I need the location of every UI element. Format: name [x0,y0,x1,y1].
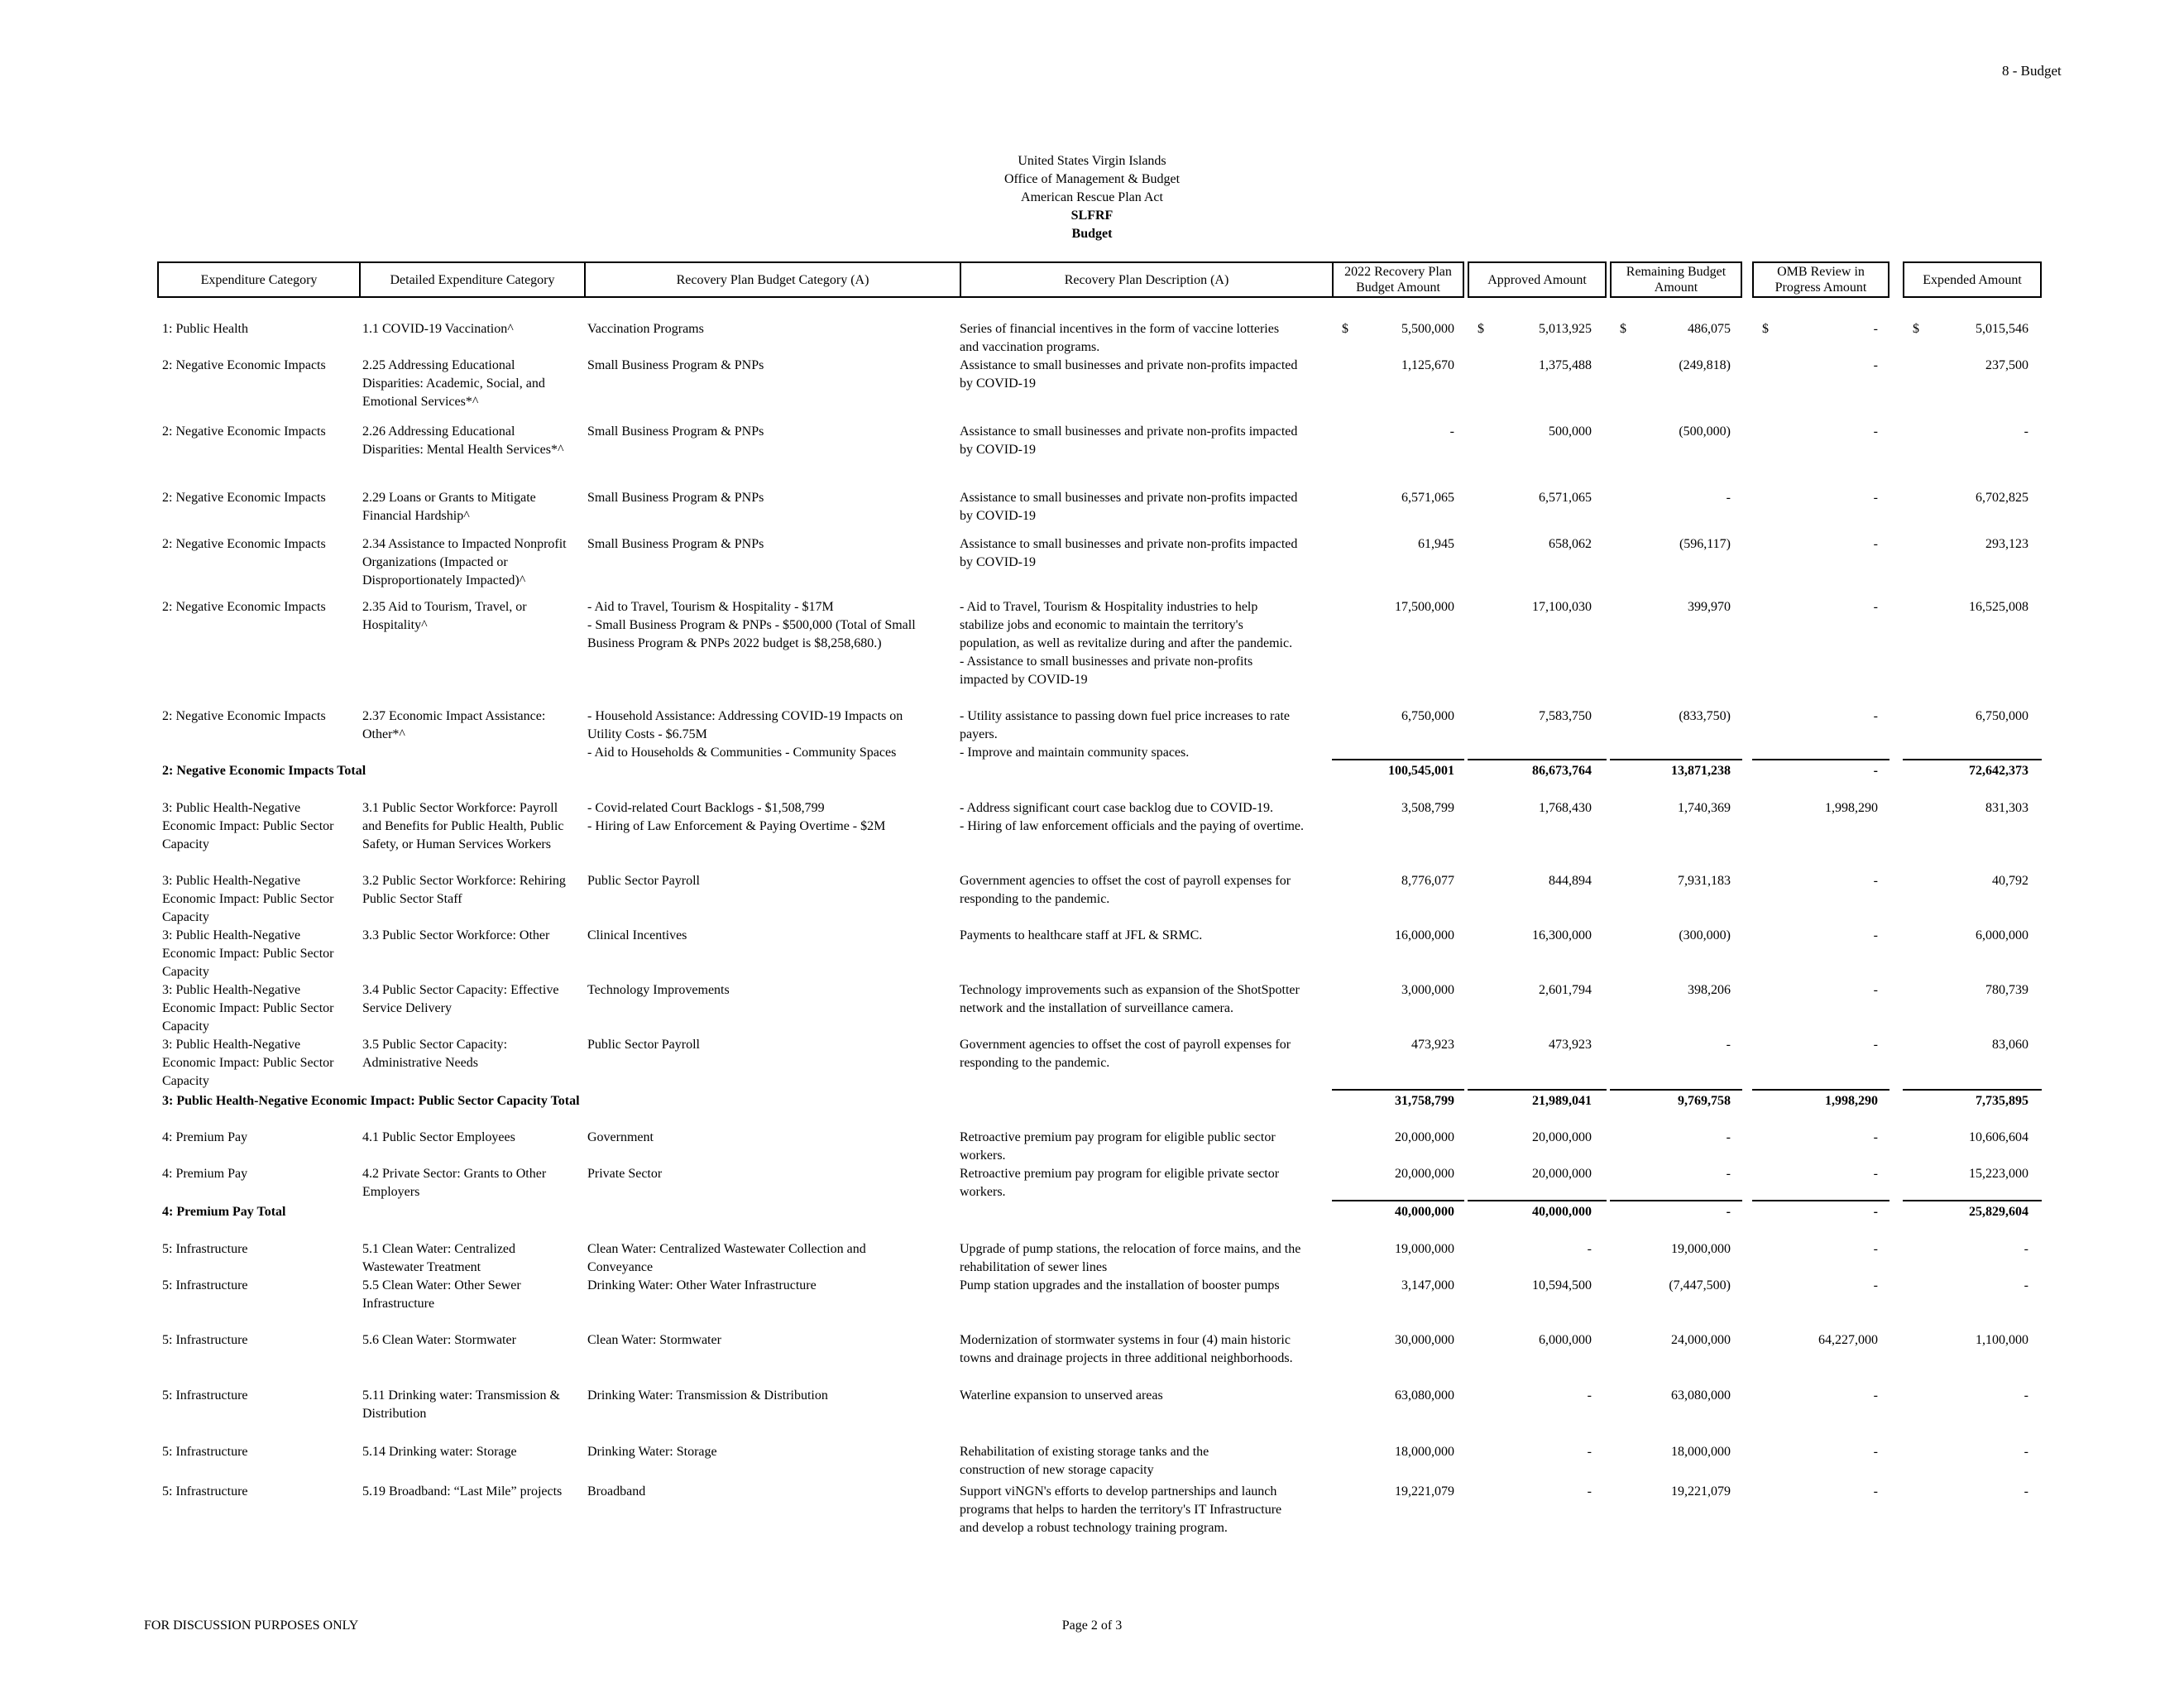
budget-cat-cell: - Household Assistance: Addressing COVID-19 Impacts on Utility Costs - $6.75M - Aid to Households & Communities - Community Spaces [587,709,903,760]
approved-value: 10,594,500 [1532,1278,1592,1292]
cat-cell: 3: Public Health-Negative Economic Impact: Public Sector Capacity [162,1038,334,1088]
expended-value: 40,792 [1992,874,2028,888]
plan-value: 61,945 [1418,537,1454,551]
total-remaining-value: 13,871,238 [1671,764,1731,778]
total-approved-value: 21,989,041 [1532,1094,1592,1108]
cat-cell: 2: Negative Economic Impacts [162,709,326,723]
plan-value: 5,500,000 [1401,322,1454,336]
cat-cell: 3: Public Health-Negative Economic Impact: Public Sector Capacity [162,801,334,851]
budget-cat-cell: Broadband [587,1484,646,1499]
omb-value: 1,998,290 [1825,801,1878,815]
total-plan-value: 40,000,000 [1395,1205,1454,1219]
total-row-label: 2: Negative Economic Impacts Total [162,764,366,778]
expended-value: - [2024,1484,2028,1499]
total-rule [1468,1200,1607,1201]
detail-cell: 1.1 COVID-19 Vaccination^ [362,322,514,336]
desc-cell: Support viNGN's efforts to develop partnerships and launch programs that helps to harden the territory's IT Infrastructure and develop a robust technology training program. [960,1484,1282,1535]
approved-value: 2,601,794 [1539,983,1592,997]
column-header-label: Recovery Plan Budget Category (A) [676,272,869,287]
expended-value: 5,015,546 [1976,322,2028,336]
budget-cat-cell: Small Business Program & PNPs [587,491,764,505]
budget-cat-cell: Drinking Water: Storage [587,1445,717,1459]
expended-value: 6,750,000 [1976,709,2028,723]
footer-page-number: Page 2 of 3 [1061,1618,1123,1633]
cat-cell: 1: Public Health [162,322,248,336]
total-remaining-value: 9,769,758 [1678,1094,1731,1108]
budget-cat-cell: Vaccination Programs [587,322,704,336]
plan-value: 3,147,000 [1401,1278,1454,1292]
footer-disclaimer: FOR DISCUSSION PURPOSES ONLY [144,1618,359,1633]
expended-value: - [2024,1278,2028,1292]
plan-value: 63,080,000 [1395,1388,1454,1403]
title-line: SLFRF [1070,209,1114,223]
detail-cell: 5.6 Clean Water: Stormwater [362,1333,516,1347]
title-line: United States Virgin Islands [1018,154,1166,168]
cat-cell: 5: Infrastructure [162,1333,248,1347]
approved-value: 17,100,030 [1532,600,1592,614]
omb-value: - [1873,1130,1878,1144]
total-rule [1903,1200,2042,1201]
desc-cell: Government agencies to offset the cost of payroll expenses for responding to the pandemic. [960,1038,1291,1070]
detail-cell: 5.11 Drinking water: Transmission & Distribution [362,1388,560,1421]
plan-value: 30,000,000 [1395,1333,1454,1347]
omb-value: - [1873,1445,1878,1459]
cat-cell: 3: Public Health-Negative Economic Impact: Public Sector Capacity [162,983,334,1033]
approved-value: 844,894 [1549,874,1592,888]
column-header-label: Expenditure Category [200,272,318,287]
remaining-value: 7,931,183 [1678,874,1731,888]
total-rule [1752,759,1889,760]
detail-cell: 5.5 Clean Water: Other Sewer Infrastructure [362,1278,521,1311]
total-omb-value: 1,998,290 [1825,1094,1878,1108]
expended-value: 15,223,000 [1969,1167,2028,1181]
expended-value: 780,739 [1985,983,2028,997]
remaining-value: 19,221,079 [1671,1484,1731,1499]
total-rule [1903,1089,2042,1091]
plan-value: 473,923 [1411,1038,1454,1052]
cat-cell: 2: Negative Economic Impacts [162,424,326,439]
cat-cell: 3: Public Health-Negative Economic Impact: Public Sector Capacity [162,928,334,979]
detail-cell: 2.29 Loans or Grants to Mitigate Financial Hardship^ [362,491,536,523]
desc-cell: Assistance to small businesses and private non-profits impacted by COVID-19 [960,537,1298,569]
approved-value: 20,000,000 [1532,1167,1592,1181]
expended-value: 10,606,604 [1969,1130,2028,1144]
total-omb-value: - [1873,1205,1878,1219]
detail-cell: 4.1 Public Sector Employees [362,1130,515,1144]
budget-cat-cell: Public Sector Payroll [587,1038,700,1052]
detail-cell: 3.1 Public Sector Workforce: Payroll and Benefits for Public Health, Public Safety, or Human Services Workers [362,801,564,851]
omb-value: - [1873,358,1878,372]
omb-value: - [1873,491,1878,505]
detail-cell: 4.2 Private Sector: Grants to Other Employers [362,1167,547,1199]
plan-value: 19,221,079 [1395,1484,1454,1499]
desc-cell: Waterline expansion to unserved areas [960,1388,1163,1403]
remaining-value: 19,000,000 [1671,1242,1731,1256]
omb-value: - [1873,424,1878,439]
total-rule [1752,1200,1889,1201]
detail-cell: 5.1 Clean Water: Centralized Wastewater Treatment [362,1242,516,1274]
plan-value: 20,000,000 [1395,1167,1454,1181]
total-rule [1610,1200,1742,1201]
detail-cell: 2.26 Addressing Educational Disparities: Mental Health Services*^ [362,424,564,457]
budget-cat-cell: Public Sector Payroll [587,874,700,888]
total-rule [1468,1089,1607,1091]
expended-value: 831,303 [1985,801,2028,815]
omb-value: - [1873,928,1878,942]
budget-cat-cell: - Aid to Travel, Tourism & Hospitality - $17M - Small Business Program & PNPs - $500,000 (Total of Small Business Program & PNPs 2022 budget is $8,258,680.) [587,600,916,650]
cat-cell: 5: Infrastructure [162,1388,248,1403]
approved-value: 20,000,000 [1532,1130,1592,1144]
cat-cell: 2: Negative Economic Impacts [162,491,326,505]
omb-value: 64,227,000 [1818,1333,1878,1347]
desc-cell: - Aid to Travel, Tourism & Hospitality industries to help stabilize jobs and economic to maintain the territory's population, as well as revitalize during and after the pandemic. - Assistance to small businesses and private non-profits impacted by COVID-19 [960,600,1293,687]
omb-value: - [1873,709,1878,723]
budget-cat-cell: Clean Water: Stormwater [587,1333,721,1347]
omb-value: - [1873,1278,1878,1292]
expended-value: - [2024,424,2028,439]
plan-value: 3,000,000 [1401,983,1454,997]
total-plan-value: 31,758,799 [1395,1094,1454,1108]
budget-cat-cell: - Covid-related Court Backlogs - $1,508,799 - Hiring of Law Enforcement & Paying Overtime - $2M [587,801,886,833]
cat-cell: 5: Infrastructure [162,1242,248,1256]
desc-cell: - Address significant court case backlog due to COVID-19. - Hiring of law enforcement officials and the paying of overtime. [960,801,1305,833]
plan-value: 16,000,000 [1395,928,1454,942]
plan-value: 6,750,000 [1401,709,1454,723]
remaining-value: 63,080,000 [1671,1388,1731,1403]
total-rule [1332,1089,1464,1091]
approved-value: 6,571,065 [1539,491,1592,505]
budget-cat-cell: Small Business Program & PNPs [587,358,764,372]
remaining-value: 399,970 [1688,600,1731,614]
expended-value: - [2024,1388,2028,1403]
total-row-label: 4: Premium Pay Total [162,1205,286,1219]
remaining-value: 486,075 [1688,322,1731,336]
desc-cell: Payments to healthcare staff at JFL & SRMC. [960,928,1203,942]
title-line: American Rescue Plan Act [1021,190,1163,204]
approved-value: 16,300,000 [1532,928,1592,942]
column-header-label: Recovery Plan Description (A) [1064,272,1229,287]
plan-value: 6,571,065 [1401,491,1454,505]
total-plan-value: 100,545,001 [1388,764,1454,778]
total-remaining-value: - [1726,1205,1731,1219]
cat-cell: 4: Premium Pay [162,1167,248,1181]
desc-cell: Retroactive premium pay program for eligible private sector workers. [960,1167,1280,1199]
desc-cell: Rehabilitation of existing storage tanks and the construction of new storage capacity [960,1445,1209,1477]
desc-cell: Series of financial incentives in the form of vaccine lotteries and vaccination programs. [960,322,1280,354]
plan-value: 1,125,670 [1401,358,1454,372]
total-row-label: 3: Public Health-Negative Economic Impact: Public Sector Capacity Total [162,1094,580,1108]
remaining-value: (500,000) [1679,424,1731,439]
cat-cell: 2: Negative Economic Impacts [162,600,326,614]
dollar-sign: $ [1478,322,1484,336]
total-rule [1752,1089,1889,1091]
total-rule [1610,759,1742,760]
expended-value: - [2024,1445,2028,1459]
total-rule [1468,759,1607,760]
plan-value: 3,508,799 [1401,801,1454,815]
cat-cell: 5: Infrastructure [162,1484,248,1499]
approved-value: 5,013,925 [1539,322,1592,336]
remaining-value: (596,117) [1679,537,1731,551]
desc-cell: Technology improvements such as expansion of the ShotSpotter network and the installation of surveillance camera. [960,983,1300,1015]
expended-value: 6,000,000 [1976,928,2028,942]
budget-cat-cell: Technology Improvements [587,983,730,997]
cat-cell: 2: Negative Economic Impacts [162,537,326,551]
title-line: Budget [1071,227,1113,241]
detail-cell: 2.35 Aid to Tourism, Travel, or Hospitality^ [362,600,527,632]
remaining-value: (7,447,500) [1669,1278,1731,1292]
total-expended-value: 7,735,895 [1976,1094,2028,1108]
detail-cell: 3.4 Public Sector Capacity: Effective Service Delivery [362,983,559,1015]
approved-value: - [1587,1445,1592,1459]
desc-cell: Assistance to small businesses and private non-profits impacted by COVID-19 [960,424,1298,457]
remaining-value: - [1726,491,1731,505]
remaining-value: - [1726,1130,1731,1144]
desc-cell: Government agencies to offset the cost of payroll expenses for responding to the pandemic. [960,874,1291,906]
cat-cell: 5: Infrastructure [162,1278,248,1292]
detail-cell: 2.25 Addressing Educational Disparities: Academic, Social, and Emotional Services*^ [362,358,545,409]
expended-value: - [2024,1242,2028,1256]
desc-cell: Retroactive premium pay program for eligible public sector workers. [960,1130,1276,1163]
dollar-sign: $ [1762,322,1769,336]
approved-value: 1,375,488 [1539,358,1592,372]
desc-cell: Assistance to small businesses and private non-profits impacted by COVID-19 [960,491,1298,523]
budget-cat-cell: Government [587,1130,654,1144]
total-approved-value: 40,000,000 [1532,1205,1592,1219]
remaining-value: (249,818) [1679,358,1731,372]
detail-cell: 5.19 Broadband: “Last Mile” projects [362,1484,563,1499]
cat-cell: 5: Infrastructure [162,1445,248,1459]
remaining-value: - [1726,1167,1731,1181]
plan-value: 19,000,000 [1395,1242,1454,1256]
expended-value: 83,060 [1992,1038,2028,1052]
column-header-label: Expended Amount [1923,272,2022,287]
plan-value: 20,000,000 [1395,1130,1454,1144]
approved-value: - [1587,1242,1592,1256]
column-header-label: 2022 Recovery Plan Budget Amount [1344,265,1452,295]
approved-value: 6,000,000 [1539,1333,1592,1347]
detail-cell: 2.37 Economic Impact Assistance: Other*^ [362,709,546,741]
expended-value: 6,702,825 [1976,491,2028,505]
desc-cell: Assistance to small businesses and private non-profits impacted by COVID-19 [960,358,1298,391]
page-label: 8 - Budget [2002,63,2062,79]
desc-cell: Upgrade of pump stations, the relocation of force mains, and the rehabilitation of sewer lines [960,1242,1301,1274]
cat-cell: 3: Public Health-Negative Economic Impact: Public Sector Capacity [162,874,334,924]
approved-value: 1,768,430 [1539,801,1592,815]
budget-cat-cell: Clean Water: Centralized Wastewater Collection and Conveyance [587,1242,866,1274]
remaining-value: (300,000) [1679,928,1731,942]
omb-value: - [1873,1167,1878,1181]
total-rule [1332,759,1464,760]
remaining-value: 24,000,000 [1671,1333,1731,1347]
omb-value: - [1873,537,1878,551]
omb-value: - [1873,1484,1878,1499]
remaining-value: (833,750) [1679,709,1731,723]
plan-value: 17,500,000 [1395,600,1454,614]
approved-value: - [1587,1484,1592,1499]
detail-cell: 3.5 Public Sector Capacity: Administrative Needs [362,1038,508,1070]
column-header-label: Remaining Budget Amount [1626,265,1727,295]
expended-value: 237,500 [1985,358,2028,372]
plan-value: 18,000,000 [1395,1445,1454,1459]
detail-cell: 3.3 Public Sector Workforce: Other [362,928,550,942]
column-header-label: OMB Review in Progress Amount [1774,265,1867,295]
total-expended-value: 72,642,373 [1969,764,2028,778]
total-rule [1610,1089,1742,1091]
detail-cell: 3.2 Public Sector Workforce: Rehiring Public Sector Staff [362,874,566,906]
column-header-label: Approved Amount [1487,272,1587,287]
omb-value: - [1873,983,1878,997]
desc-cell: Modernization of stormwater systems in four (4) main historic towns and drainage projects in three additional neighborhoods. [960,1333,1293,1365]
omb-value: - [1873,600,1878,614]
cat-cell: 2: Negative Economic Impacts [162,358,326,372]
approved-value: 500,000 [1549,424,1592,439]
remaining-value: 1,740,369 [1678,801,1731,815]
detail-cell: 5.14 Drinking water: Storage [362,1445,517,1459]
expended-value: 1,100,000 [1976,1333,2028,1347]
detail-cell: 2.34 Assistance to Impacted Nonprofit Organizations (Impacted or Disproportionately Impacted)^ [362,537,567,587]
omb-value: - [1873,874,1878,888]
dollar-sign: $ [1620,322,1626,336]
expended-value: 293,123 [1985,537,2028,551]
plan-value: 8,776,077 [1401,874,1454,888]
remaining-value: 398,206 [1688,983,1731,997]
budget-cat-cell: Clinical Incentives [587,928,687,942]
omb-value: - [1873,322,1878,336]
budget-cat-cell: Drinking Water: Transmission & Distribution [587,1388,828,1403]
remaining-value: - [1726,1038,1731,1052]
dollar-sign: $ [1913,322,1919,336]
approved-value: 658,062 [1549,537,1592,551]
total-rule [1332,1200,1464,1201]
title-line: Office of Management & Budget [1003,172,1181,186]
budget-cat-cell: Small Business Program & PNPs [587,537,764,551]
approved-value: 7,583,750 [1539,709,1592,723]
cat-cell: 4: Premium Pay [162,1130,248,1144]
desc-cell: - Utility assistance to passing down fuel price increases to rate payers. - Improve and maintain community spaces. [960,709,1290,760]
budget-cat-cell: Small Business Program & PNPs [587,424,764,439]
total-omb-value: - [1873,764,1878,778]
dollar-sign: $ [1342,322,1348,336]
plan-value: - [1449,424,1454,439]
omb-value: - [1873,1038,1878,1052]
budget-cat-cell: Private Sector [587,1167,663,1181]
total-approved-value: 86,673,764 [1532,764,1592,778]
budget-cat-cell: Drinking Water: Other Water Infrastructure [587,1278,817,1292]
approved-value: 473,923 [1549,1038,1592,1052]
total-rule [1903,759,2042,760]
omb-value: - [1873,1242,1878,1256]
column-header-label: Detailed Expenditure Category [390,272,555,287]
desc-cell: Pump station upgrades and the installation of booster pumps [960,1278,1280,1292]
total-expended-value: 25,829,604 [1969,1205,2028,1219]
expended-value: 16,525,008 [1969,600,2028,614]
approved-value: - [1587,1388,1592,1403]
remaining-value: 18,000,000 [1671,1445,1731,1459]
omb-value: - [1873,1388,1878,1403]
